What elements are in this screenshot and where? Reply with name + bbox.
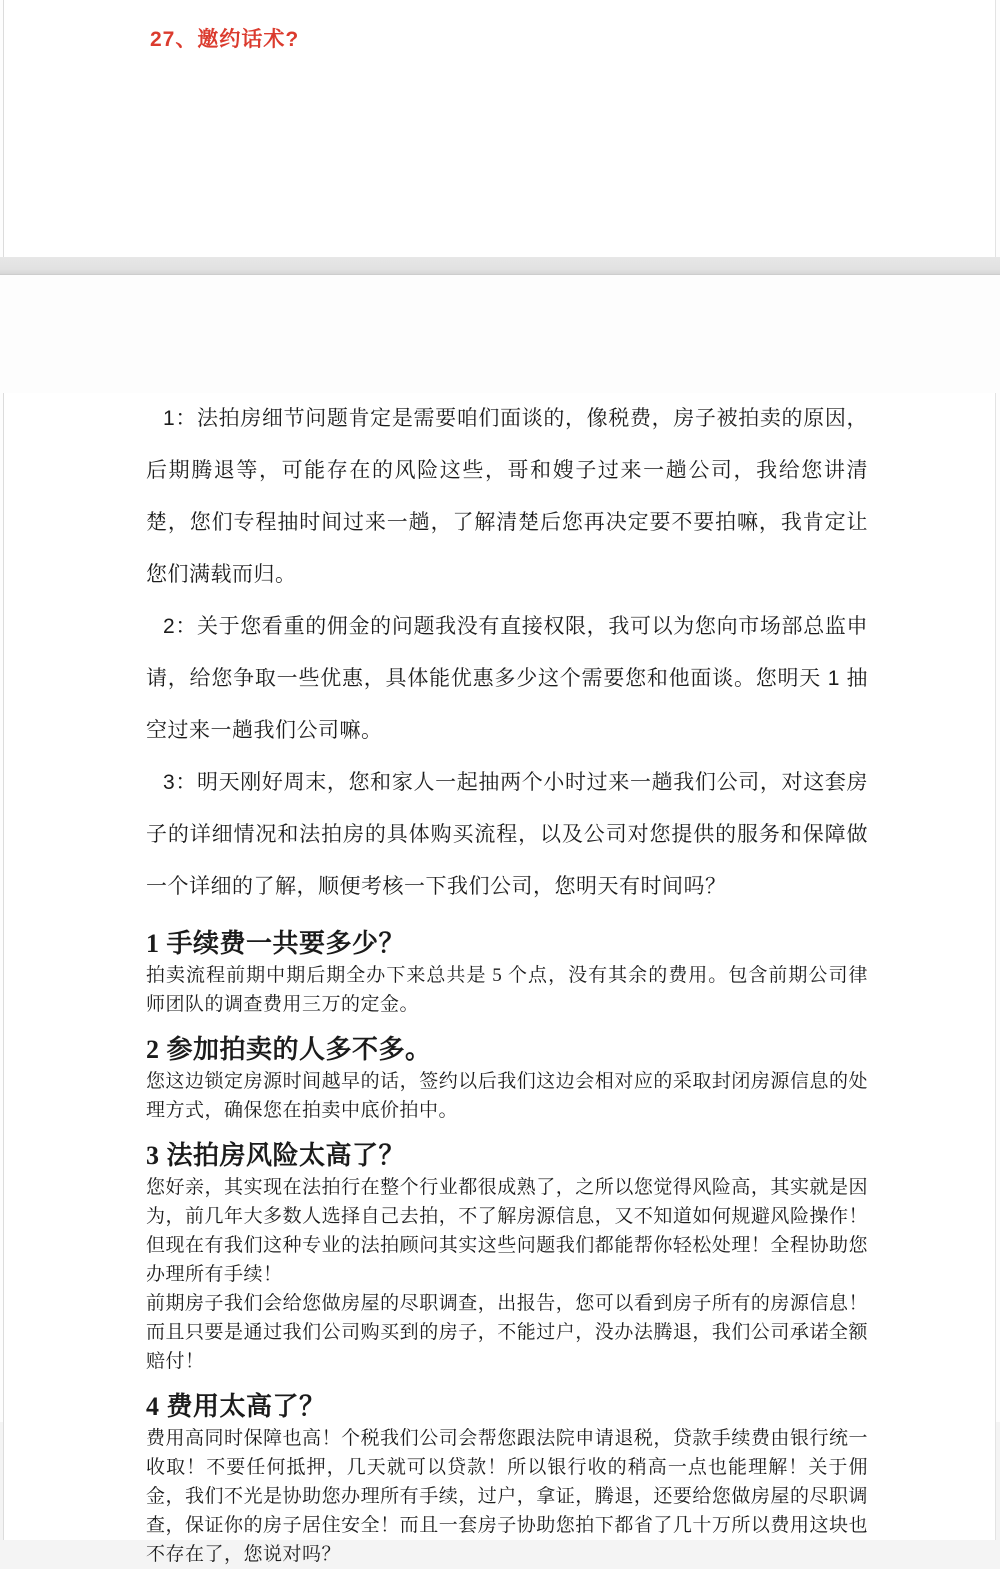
qa-section-2-heading: 2 参加拍卖的人多不多。 xyxy=(146,1035,432,1064)
qa-section-1 xyxy=(146,927,868,1019)
dialogue-paragraph-2: 2：关于您看重的佣金的问题我没有直接权限，我可以为您向市场部总监申请，给您争取一些优惠，具体能优惠多少这个需要您和他面谈。您明天 1 抽空过来一趟我们公司嘛。 xyxy=(146,615,868,742)
qa-section-1-heading: 1 手续费一共要多少？ xyxy=(146,929,406,958)
page-divider xyxy=(0,257,1000,275)
qa-sections xyxy=(146,927,868,1569)
qa-section-2-body: 您这边锁定房源时间越早的话，签约以后我们这边会相对应的采取封闭房源信息的处理方式，确保您在拍卖中底价拍中。 xyxy=(146,1071,868,1121)
qa-section-2 xyxy=(146,1033,868,1125)
qa-section-3-heading: 3 法拍房风险太高了？ xyxy=(146,1141,406,1170)
qa-section-4-heading: 4 费用太高了？ xyxy=(146,1392,326,1421)
qa-section-4 xyxy=(146,1390,868,1569)
document-page-1 xyxy=(3,0,996,257)
qa-section-1-body: 拍卖流程前期中期后期全办下来总共是 5 个点，没有其余的费用。包含前期公司律师团队的调查费用三万的定金。 xyxy=(146,965,868,1015)
dialogue-paragraph-1: 1：法拍房细节问题肯定是需要咱们面谈的，像税费，房子被拍卖的原因，后期腾退等，可能存在的风险这些，哥和嫂子过来一趟公司，我给您讲清楚，您们专程抽时间过来一趟，了解清楚后您再决定要不要拍嘛，我肯定让您们满载而归。 xyxy=(146,407,868,586)
qa-section-3-body-paragraph-2: 前期房子我们会给您做房屋的尽职调查，出报告，您可以看到房子所有的房源信息！而且只要是通过我们公司购买到的房子，不能过户，没办法腾退，我们公司承诺全额赔付！ xyxy=(146,1293,868,1372)
qa-section-4-body: 费用高同时保障也高！个税我们公司会帮您跟法院申请退税，贷款手续费由银行统一收取！不要任何抵押，几天就可以贷款！所以银行收的稍高一点也能理解！关于佣金，我们不光是协助您办理所有手续，过户，拿证，腾退，还要给您做房屋的尽职调查，保证你的房子居住安全！而且一套房子协助您拍下都省了几十万所以费用这块也不存在了，您说对吗？ xyxy=(146,1428,868,1565)
document-page-2 xyxy=(3,393,996,1565)
question-27-heading: 27、邀约话术? xyxy=(150,28,300,51)
qa-section-3 xyxy=(146,1139,868,1376)
qa-section-3-body-paragraph-1: 您好亲，其实现在法拍行在整个行业都很成熟了，之所以您觉得风险高，其实就是因为，前几年大多数人选择自己去拍，不了解房源信息，又不知道如何规避风险操作！但现在有我们这种专业的法拍顾问其实这些问题我们都能帮你轻松处理！全程协助您办理所有手续！ xyxy=(146,1177,868,1285)
dialogue-paragraph-3: 3：明天刚好周末，您和家人一起抽两个小时过来一趟我们公司，对这套房子的详细情况和法拍房的具体购买流程，以及公司对您提供的服务和保障做一个详细的了解，顺便考核一下我们公司，您明天有时间吗？ xyxy=(146,771,868,898)
invitation-scripts-block xyxy=(146,393,868,913)
